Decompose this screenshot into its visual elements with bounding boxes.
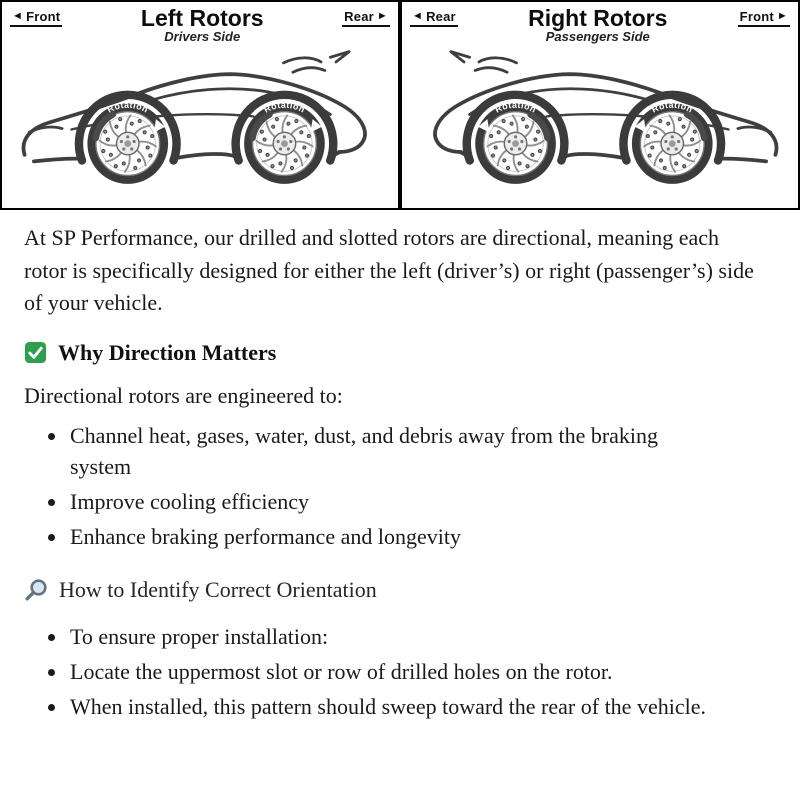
right-panel-header [410,6,790,44]
arrow-left-icon: ◄ [12,10,24,22]
direction-text: Rear [426,9,456,24]
left-panel-titles [141,6,264,44]
svg-text:Rotation: Rotation [105,99,151,115]
list-item: • When installed, this pattern should sweep toward the rear of the vehicle. [68,691,764,723]
section-heading-why-direction [24,340,776,366]
right-panel-titles [528,6,667,44]
arrow-right-icon: ► [376,10,388,22]
right-car-illustration [410,46,790,198]
svg-text:Rotation: Rotation [650,99,695,115]
lead-text: Directional rotors are engineered to: [24,382,343,408]
heading-text: How to Identify Correct Orientation [59,577,377,603]
section-heading-orientation [24,577,776,603]
list-item: • Improve cooling efficiency [68,486,704,518]
direction-label-rear [342,9,390,27]
panel-title: Left Rotors [140,5,264,31]
left-rotors-panel [0,0,400,210]
left-car-illustration [10,46,390,198]
direction-label-front [10,9,62,27]
orientation-list [24,621,764,723]
direction-text: Front [739,9,774,24]
list-item: • To ensure proper installation: [68,621,764,653]
svg-text:Rotation: Rotation [493,99,538,115]
heading-text: Why Direction Matters [58,339,277,365]
magnifier-icon [24,578,48,602]
panel-subtitle: Passengers Side [545,29,650,45]
direction-label-front [738,9,790,27]
direction-label-rear [410,9,458,27]
direction-text: Front [26,9,61,24]
rotor-direction-diagram [0,0,800,210]
car-sketch [23,51,365,183]
article [0,210,800,723]
list-item: • Locate the uppermost slot or row of drilled holes on the rotor. [68,656,764,688]
right-rotors-panel [400,0,800,210]
arrow-left-icon: ◄ [412,10,424,22]
direction-text: Rear [344,9,374,24]
panel-subtitle: Drivers Side [164,29,241,45]
intro-paragraph: At SP Performance, our drilled and slotted rotors are directional, meaning each rotor is specifically designed for either the left (driver’s) or right (passenger’s) side of your vehicle. [24,225,754,316]
car-sketch-mirrored [435,51,777,183]
check-icon [24,341,47,364]
arrow-right-icon: ► [776,10,788,22]
left-panel-header [10,6,390,44]
benefits-list [24,420,704,554]
list-item: • Enhance braking performance and longevity [68,521,704,553]
panel-title: Right Rotors [528,5,668,31]
svg-text:Rotation: Rotation [262,99,307,115]
list-item: • Channel heat, gases, water, dust, and debris away from the braking system [68,420,704,484]
